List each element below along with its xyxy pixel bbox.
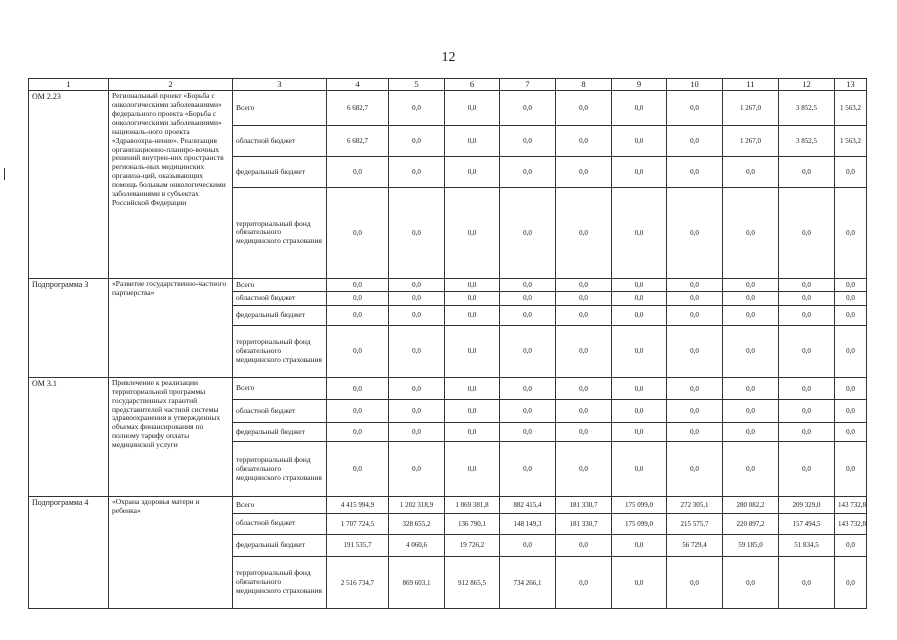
program-name: Региональный проект «Борьба с онкологическими заболеваниями» федерального проекта «Борьба с онкологическими заболеваниями» националь-ного проекта «Здравоохра-нение». Реализация организационно-планиро-вочных решений внутрен-них пространств региональ-ных медицинских организа-ций, оказывающих помощь больным онкологическими заболеваниями в субъектах Российской Федерации: [109, 91, 233, 279]
funding-source: федеральный бюджет: [233, 534, 327, 557]
amount-cell: 0,0: [612, 534, 667, 557]
amount-cell: 0,0: [667, 423, 723, 442]
amount-cell: 0,0: [723, 305, 779, 326]
funding-source: областной бюджет: [233, 400, 327, 423]
amount-cell: 0,0: [779, 441, 835, 497]
amount-cell: 0,0: [667, 187, 723, 278]
amount-cell: 0,0: [500, 187, 556, 278]
amount-cell: 0,0: [835, 292, 867, 305]
amount-cell: 328 655,2: [389, 513, 445, 534]
table-row: [29, 278, 867, 291]
funding-source: Всего: [233, 91, 327, 126]
amount-cell: 0,0: [445, 400, 500, 423]
amount-cell: 0,0: [779, 557, 835, 609]
program-code: ОМ 2.23: [29, 91, 109, 279]
amount-cell: 3 852,5: [779, 126, 835, 157]
amount-cell: 0,0: [389, 187, 445, 278]
amount-cell: 0,0: [667, 91, 723, 126]
amount-cell: 0,0: [612, 441, 667, 497]
amount-cell: 0,0: [556, 441, 612, 497]
amount-cell: 0,0: [779, 157, 835, 188]
amount-cell: 0,0: [556, 157, 612, 188]
funding-source: Всего: [233, 377, 327, 400]
amount-cell: 0,0: [327, 441, 389, 497]
amount-cell: 0,0: [327, 305, 389, 326]
amount-cell: 0,0: [389, 157, 445, 188]
amount-cell: 0,0: [723, 187, 779, 278]
amount-cell: 0,0: [612, 187, 667, 278]
amount-cell: 1 563,2: [835, 91, 867, 126]
header-cell: 13: [835, 79, 867, 91]
funding-source: федеральный бюджет: [233, 157, 327, 188]
funding-source: областной бюджет: [233, 292, 327, 305]
funding-source: территориальный фонд обязательного медицинского страхования: [233, 441, 327, 497]
amount-cell: 0,0: [389, 423, 445, 442]
amount-cell: 0,0: [667, 326, 723, 378]
amount-cell: 0,0: [667, 377, 723, 400]
amount-cell: 869 603,1: [389, 557, 445, 609]
header-cell: 2: [109, 79, 233, 91]
amount-cell: 912 865,5: [445, 557, 500, 609]
amount-cell: 0,0: [835, 278, 867, 291]
amount-cell: 0,0: [327, 423, 389, 442]
amount-cell: 6 682,7: [327, 91, 389, 126]
amount-cell: 136 790,1: [445, 513, 500, 534]
amount-cell: 0,0: [389, 400, 445, 423]
amount-cell: 0,0: [389, 278, 445, 291]
header-row: [29, 79, 867, 91]
amount-cell: 0,0: [556, 326, 612, 378]
amount-cell: 0,0: [612, 400, 667, 423]
amount-cell: 0,0: [779, 377, 835, 400]
amount-cell: 0,0: [500, 91, 556, 126]
header-cell: 8: [556, 79, 612, 91]
amount-cell: 0,0: [556, 423, 612, 442]
amount-cell: 0,0: [667, 557, 723, 609]
amount-cell: 0,0: [389, 305, 445, 326]
amount-cell: 0,0: [835, 441, 867, 497]
amount-cell: 0,0: [835, 157, 867, 188]
table-row: [29, 497, 867, 514]
header-cell: 10: [667, 79, 723, 91]
funding-source: Всего: [233, 278, 327, 291]
amount-cell: 175 099,0: [612, 513, 667, 534]
amount-cell: 0,0: [445, 326, 500, 378]
amount-cell: 0,0: [667, 126, 723, 157]
amount-cell: 0,0: [556, 187, 612, 278]
amount-cell: 0,0: [445, 305, 500, 326]
amount-cell: 0,0: [500, 305, 556, 326]
amount-cell: 4 060,6: [389, 534, 445, 557]
amount-cell: 0,0: [556, 305, 612, 326]
header-cell: 3: [233, 79, 327, 91]
amount-cell: 0,0: [327, 400, 389, 423]
amount-cell: 0,0: [500, 534, 556, 557]
amount-cell: 0,0: [612, 157, 667, 188]
margin-mark: [4, 168, 5, 180]
header-cell: 6: [445, 79, 500, 91]
amount-cell: 0,0: [835, 534, 867, 557]
amount-cell: 143 732,8: [835, 497, 867, 514]
amount-cell: 0,0: [723, 441, 779, 497]
amount-cell: 0,0: [556, 400, 612, 423]
amount-cell: 0,0: [556, 91, 612, 126]
amount-cell: 0,0: [445, 377, 500, 400]
amount-cell: 0,0: [389, 441, 445, 497]
amount-cell: 0,0: [723, 557, 779, 609]
program-name: «Охрана здоровья матери и ребенка»: [109, 497, 233, 609]
funding-source: территориальный фонд обязательного медицинского страхования: [233, 557, 327, 609]
amount-cell: 19 726,2: [445, 534, 500, 557]
amount-cell: 0,0: [556, 278, 612, 291]
header-cell: 11: [723, 79, 779, 91]
amount-cell: 181 330,7: [556, 497, 612, 514]
amount-cell: 0,0: [835, 305, 867, 326]
amount-cell: 0,0: [389, 91, 445, 126]
amount-cell: 0,0: [667, 441, 723, 497]
amount-cell: 0,0: [445, 157, 500, 188]
header-cell: 5: [389, 79, 445, 91]
amount-cell: 0,0: [500, 326, 556, 378]
amount-cell: 1 202 318,9: [389, 497, 445, 514]
amount-cell: 0,0: [667, 305, 723, 326]
amount-cell: 0,0: [556, 557, 612, 609]
amount-cell: 209 329,0: [779, 497, 835, 514]
amount-cell: 0,0: [389, 377, 445, 400]
amount-cell: 0,0: [612, 326, 667, 378]
amount-cell: 0,0: [445, 126, 500, 157]
header-cell: 1: [29, 79, 109, 91]
amount-cell: 0,0: [779, 278, 835, 291]
amount-cell: 0,0: [327, 157, 389, 188]
table-body: [29, 91, 867, 609]
amount-cell: 59 185,0: [723, 534, 779, 557]
page-number: 12: [441, 50, 456, 65]
amount-cell: 0,0: [612, 305, 667, 326]
amount-cell: 0,0: [556, 377, 612, 400]
amount-cell: 0,0: [500, 126, 556, 157]
amount-cell: 0,0: [779, 292, 835, 305]
amount-cell: 0,0: [445, 441, 500, 497]
amount-cell: 175 099,0: [612, 497, 667, 514]
amount-cell: 1 707 724,5: [327, 513, 389, 534]
amount-cell: 734 266,1: [500, 557, 556, 609]
amount-cell: 0,0: [723, 278, 779, 291]
amount-cell: 0,0: [835, 400, 867, 423]
amount-cell: 0,0: [779, 400, 835, 423]
amount-cell: 0,0: [500, 441, 556, 497]
amount-cell: 157 494,5: [779, 513, 835, 534]
amount-cell: 0,0: [500, 278, 556, 291]
amount-cell: 0,0: [500, 377, 556, 400]
amount-cell: 0,0: [556, 126, 612, 157]
amount-cell: 0,0: [723, 400, 779, 423]
program-code: Подпрограмма 3: [29, 278, 109, 377]
amount-cell: 280 082,2: [723, 497, 779, 514]
amount-cell: 0,0: [556, 534, 612, 557]
amount-cell: 0,0: [723, 377, 779, 400]
amount-cell: 0,0: [667, 292, 723, 305]
amount-cell: 0,0: [612, 126, 667, 157]
header-cell: 9: [612, 79, 667, 91]
amount-cell: 0,0: [500, 400, 556, 423]
amount-cell: 0,0: [612, 557, 667, 609]
amount-cell: 0,0: [445, 423, 500, 442]
amount-cell: 1 267,0: [723, 126, 779, 157]
funding-source: федеральный бюджет: [233, 305, 327, 326]
amount-cell: 0,0: [723, 292, 779, 305]
amount-cell: 0,0: [389, 326, 445, 378]
table-row: [29, 377, 867, 400]
amount-cell: 0,0: [327, 292, 389, 305]
amount-cell: 0,0: [779, 187, 835, 278]
amount-cell: 0,0: [667, 278, 723, 291]
amount-cell: 181 330,7: [556, 513, 612, 534]
amount-cell: 215 575,7: [667, 513, 723, 534]
funding-source: Всего: [233, 497, 327, 514]
amount-cell: 0,0: [612, 377, 667, 400]
amount-cell: 0,0: [500, 292, 556, 305]
program-code: Подпрограмма 4: [29, 497, 109, 609]
amount-cell: 0,0: [612, 91, 667, 126]
amount-cell: 0,0: [327, 326, 389, 378]
amount-cell: 0,0: [445, 187, 500, 278]
header-cell: 4: [327, 79, 389, 91]
amount-cell: 6 682,7: [327, 126, 389, 157]
amount-cell: 1 267,0: [723, 91, 779, 126]
program-code: ОМ 3.1: [29, 377, 109, 497]
amount-cell: 0,0: [556, 292, 612, 305]
amount-cell: 56 729,4: [667, 534, 723, 557]
amount-cell: 0,0: [835, 557, 867, 609]
amount-cell: 0,0: [612, 423, 667, 442]
program-name: Привлечение к реализации территориальной программы государственных гарантий представителей частной системы здравоохранения в утвержденных объемах финансирования по полному тарифу оплаты медицинской услуги: [109, 377, 233, 497]
amount-cell: 2 516 734,7: [327, 557, 389, 609]
amount-cell: 272 305,1: [667, 497, 723, 514]
amount-cell: 148 149,3: [500, 513, 556, 534]
amount-cell: 1 069 381,8: [445, 497, 500, 514]
funding-source: областной бюджет: [233, 513, 327, 534]
program-name: «Развитие государственно-частного партнерства»: [109, 278, 233, 377]
funding-source: областной бюджет: [233, 126, 327, 157]
amount-cell: 0,0: [389, 292, 445, 305]
funding-source: территориальный фонд обязательного медицинского страхования: [233, 326, 327, 378]
amount-cell: 0,0: [779, 326, 835, 378]
amount-cell: 0,0: [723, 326, 779, 378]
amount-cell: 0,0: [723, 423, 779, 442]
amount-cell: 882 415,4: [500, 497, 556, 514]
amount-cell: 0,0: [835, 187, 867, 278]
amount-cell: 0,0: [445, 91, 500, 126]
amount-cell: 4 415 994,9: [327, 497, 389, 514]
amount-cell: 1 563,2: [835, 126, 867, 157]
amount-cell: 0,0: [612, 292, 667, 305]
amount-cell: 0,0: [835, 377, 867, 400]
amount-cell: 0,0: [835, 423, 867, 442]
header-cell: 12: [779, 79, 835, 91]
header-cell: 7: [500, 79, 556, 91]
amount-cell: 0,0: [779, 423, 835, 442]
amount-cell: 0,0: [667, 400, 723, 423]
amount-cell: 0,0: [445, 278, 500, 291]
amount-cell: 0,0: [835, 326, 867, 378]
amount-cell: 51 834,5: [779, 534, 835, 557]
amount-cell: 0,0: [389, 126, 445, 157]
amount-cell: 0,0: [500, 157, 556, 188]
amount-cell: 0,0: [500, 423, 556, 442]
amount-cell: 0,0: [445, 292, 500, 305]
amount-cell: 191 535,7: [327, 534, 389, 557]
amount-cell: 0,0: [327, 278, 389, 291]
amount-cell: 0,0: [779, 305, 835, 326]
amount-cell: 0,0: [723, 157, 779, 188]
funding-source: территориальный фонд обязательного медицинского страхования: [233, 187, 327, 278]
amount-cell: 220 897,2: [723, 513, 779, 534]
amount-cell: 0,0: [327, 377, 389, 400]
amount-cell: 0,0: [667, 157, 723, 188]
budget-table: [28, 78, 867, 609]
table-row: [29, 91, 867, 126]
amount-cell: 0,0: [612, 278, 667, 291]
funding-source: федеральный бюджет: [233, 423, 327, 442]
amount-cell: 3 852,5: [779, 91, 835, 126]
amount-cell: 143 732,8: [835, 513, 867, 534]
amount-cell: 0,0: [327, 187, 389, 278]
